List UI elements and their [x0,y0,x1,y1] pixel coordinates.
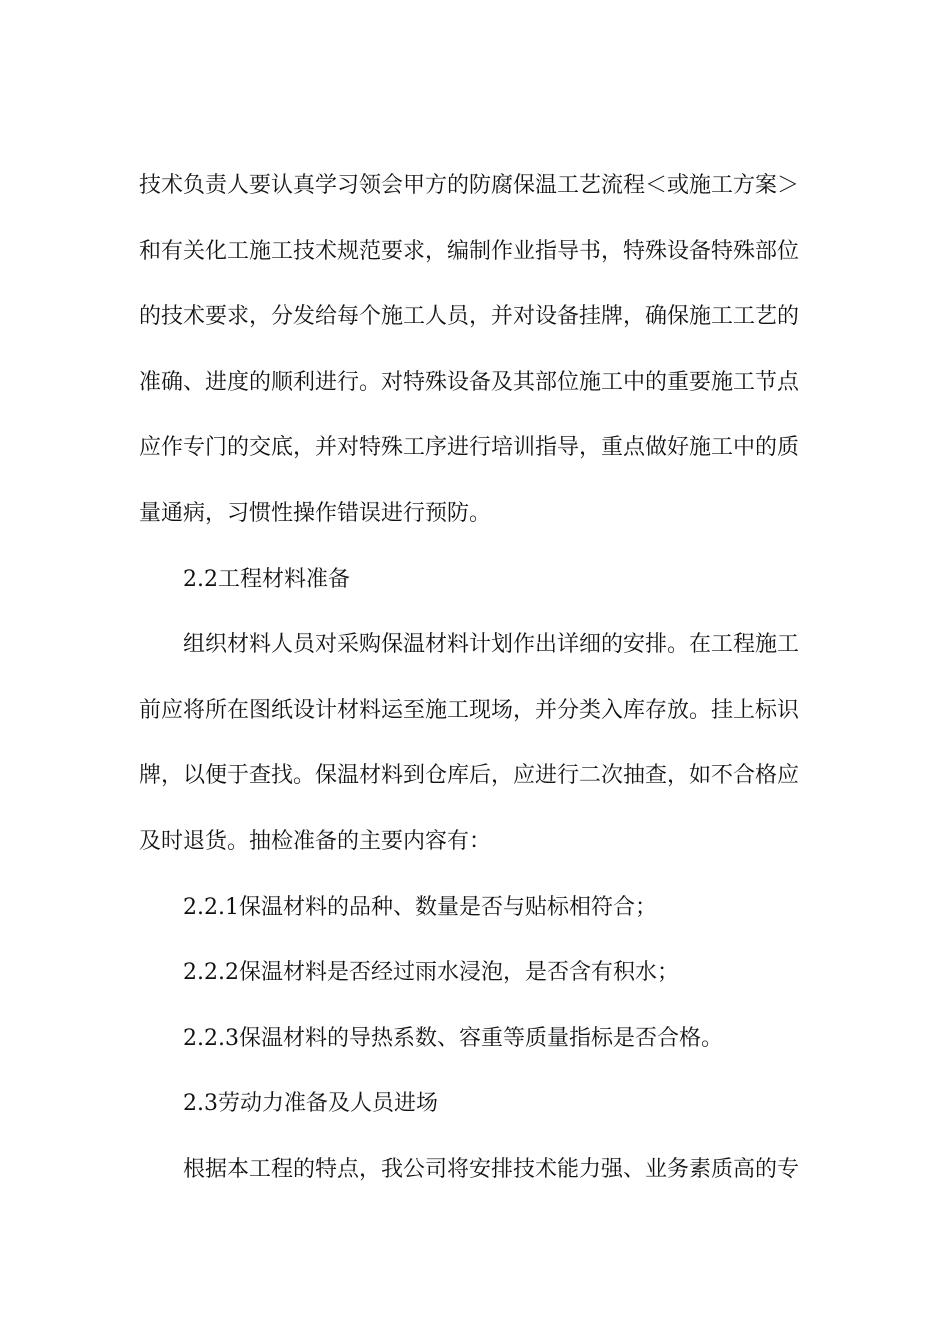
document-body [139,153,829,1203]
text-line: 应作专门的交底，并对特殊工序进行培训指导，重点做好施工中的质 [139,435,800,461]
text-line: 准确、进度的顺利进行。对特殊设备及其部位施工中的重要施工节点 [139,369,800,395]
text-line: 技术负责人要认真学习领会甲方的防腐保温工艺流程＜或施工方案＞ [139,173,800,198]
list-item-text: 2.2.3保温材料的导热系数、容重等质量指标是否合格。 [183,1025,723,1051]
text-line: 的技术要求，分发给每个施工人员，并对设备挂牌，确保施工工艺的 [139,304,800,330]
text-line: 牌，以便于查找。保温材料到仓库后，应进行二次抽查，如不合格应 [139,763,800,789]
section-heading-2-3 [139,1071,829,1137]
list-item-2-2-3 [139,1006,829,1072]
list-item-text: 2.2.1保温材料的品种、数量是否与贴标相符合； [183,894,657,920]
text-line: 前应将所在图纸设计材料运至施工现场，并分类入库存放。挂上标识 [139,697,800,723]
paragraph-labor-prep [139,1137,829,1203]
section-heading-text: 2.2工程材料准备 [183,566,350,592]
list-item-2-2-2 [139,940,829,1006]
text-line: 和有关化工施工技术规范要求，编制作业指导书，特殊设备特殊部位 [139,238,800,264]
section-heading-2-2 [139,547,829,613]
section-heading-text: 2.3劳动力准备及人员进场 [183,1091,438,1117]
paragraph-technical-lead [139,153,829,547]
list-item-2-2-1 [139,875,829,941]
paragraph-material-prep [139,612,829,874]
text-line: 根据本工程的特点，我公司将安排技术能力强、业务素质高的专 [183,1156,800,1182]
text-line: 量通病，习惯性操作错误进行预防。 [139,500,492,526]
text-line: 及时退货。抽检准备的主要内容有： [139,828,492,854]
text-line: 组织材料人员对采购保温材料计划作出详细的安排。在工程施工 [183,632,800,658]
list-item-text: 2.2.2保温材料是否经过雨水浸泡，是否含有积水； [183,960,679,986]
